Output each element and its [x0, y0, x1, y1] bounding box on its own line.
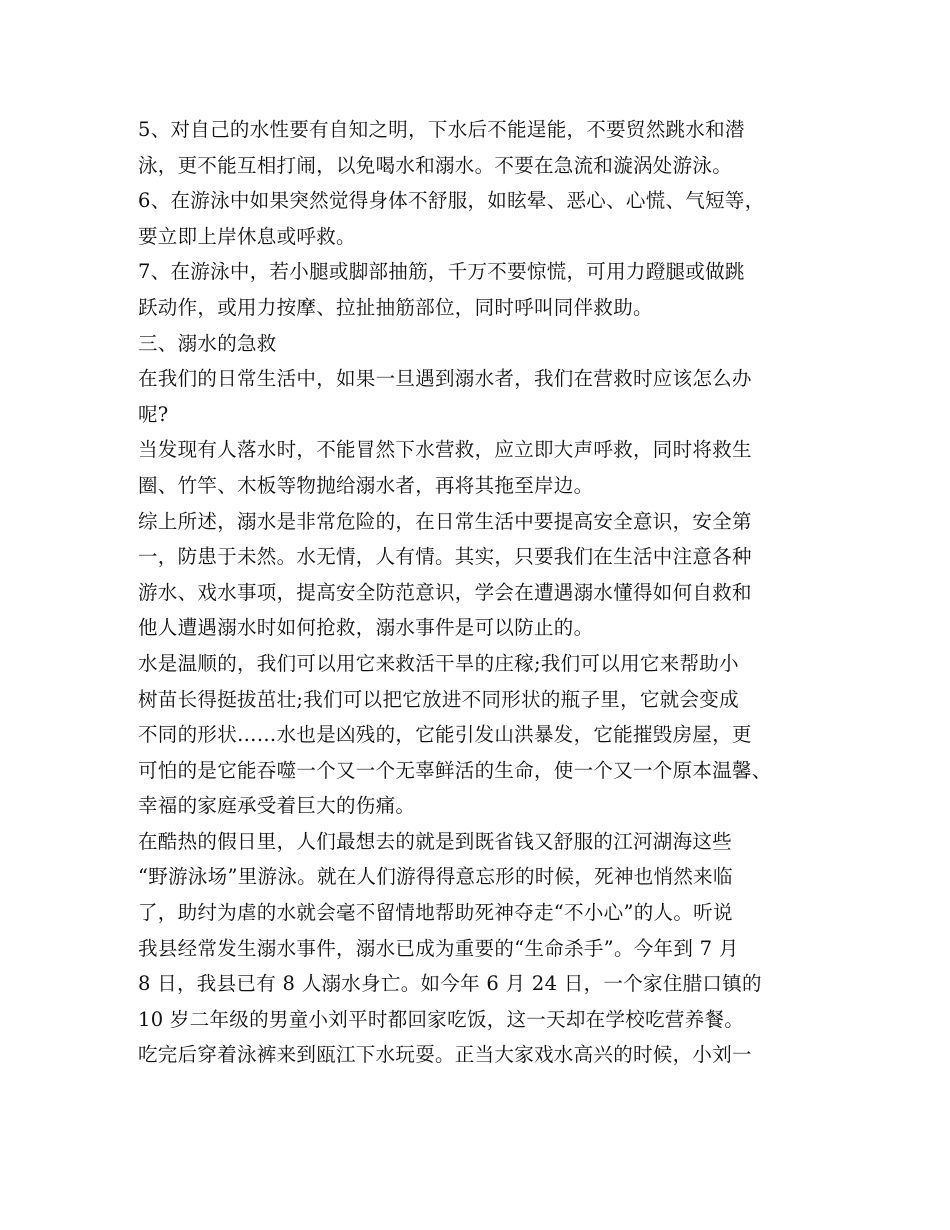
text-line: 不同的形状……水也是凶残的，它能引发山洪暴发，它能摧毁房屋，更 [138, 723, 752, 747]
text-line: 10 岁二年级的男童小刘平时都回家吃饭，这一天却在学校吃营养餐。 [138, 1007, 745, 1031]
text-line: 在酷热的假日里，人们最想去的就是到既省钱又舒服的江河湖海这些 [138, 829, 733, 853]
text-line: 吃完后穿着泳裤来到瓯江下水玩耍。正当大家戏水高兴的时候，小刘一 [138, 1043, 752, 1067]
text-line: 了，助纣为虐的水就会毫不留情地帮助死神夺走“不小心”的人。听说 [138, 901, 733, 925]
text-line: 6、在游泳中如果突然觉得身体不舒服，如眩晕、恶心、心慌、气短等， [138, 189, 765, 213]
text-line: 泳，更不能互相打闹，以免喝水和溺水。不要在急流和漩涡处游泳。 [138, 153, 733, 177]
text-line: 幸福的家庭承受着巨大的伤痛。 [138, 794, 416, 818]
text-line: 可怕的是它能吞噬一个又一个无辜鲜活的生命，使一个又一个原本温馨、 [138, 758, 772, 782]
text-line: 树苗长得挺拔茁壮;我们可以把它放进不同形状的瓶子里，它就会变成 [138, 687, 739, 711]
text-line: 当发现有人落水时，不能冒然下水营救，应立即大声呼救，同时将救生 [138, 438, 752, 462]
text-line: 7、在游泳中，若小腿或脚部抽筋，千万不要惊慌，可用力蹬腿或做跳 [138, 260, 745, 284]
text-line: 综上所述，溺水是非常危险的，在日常生活中要提高安全意识，安全第 [138, 509, 752, 533]
text-line: 呢? [138, 402, 169, 426]
document-body [138, 112, 828, 1073]
text-line: 跃动作，或用力按摩、拉扯抽筋部位，同时呼叫同伴救助。 [138, 295, 653, 319]
text-line: 圈、竹竿、木板等物抛给溺水者，再将其拖至岸边。 [138, 473, 594, 497]
text-line: 一，防患于未然。水无情，人有情。其实，只要我们在生活中注意各种 [138, 545, 752, 569]
text-line: 水是温顺的，我们可以用它来救活干旱的庄稼;我们可以用它来帮助小 [138, 651, 739, 675]
text-line: 游水、戏水事项，提高安全防范意识，学会在遭遇溺水懂得如何自救和 [138, 580, 752, 604]
text-line: 要立即上岸休息或呼救。 [138, 224, 356, 248]
text-line: 他人遭遇溺水时如何抢救，溺水事件是可以防止的。 [138, 616, 594, 640]
text-line: “野游泳场”里游泳。就在人们游得得意忘形的时候，死神也悄然来临 [138, 865, 733, 889]
text-line: 我县经常发生溺水事件，溺水已成为重要的“生命杀手”。今年到 7 月 [138, 936, 739, 960]
text-line: 8 日，我县已有 8 人溺水身亡。如今年 6 月 24 日，一个家住腊口镇的 [138, 972, 762, 996]
text-line: 5、对自己的水性要有自知之明，下水后不能逞能，不要贸然跳水和潜 [138, 118, 745, 141]
section-heading: 三、溺水的急救 [138, 331, 277, 355]
text-line: 在我们的日常生活中，如果一旦遇到溺水者，我们在营救时应该怎么办 [138, 367, 752, 391]
